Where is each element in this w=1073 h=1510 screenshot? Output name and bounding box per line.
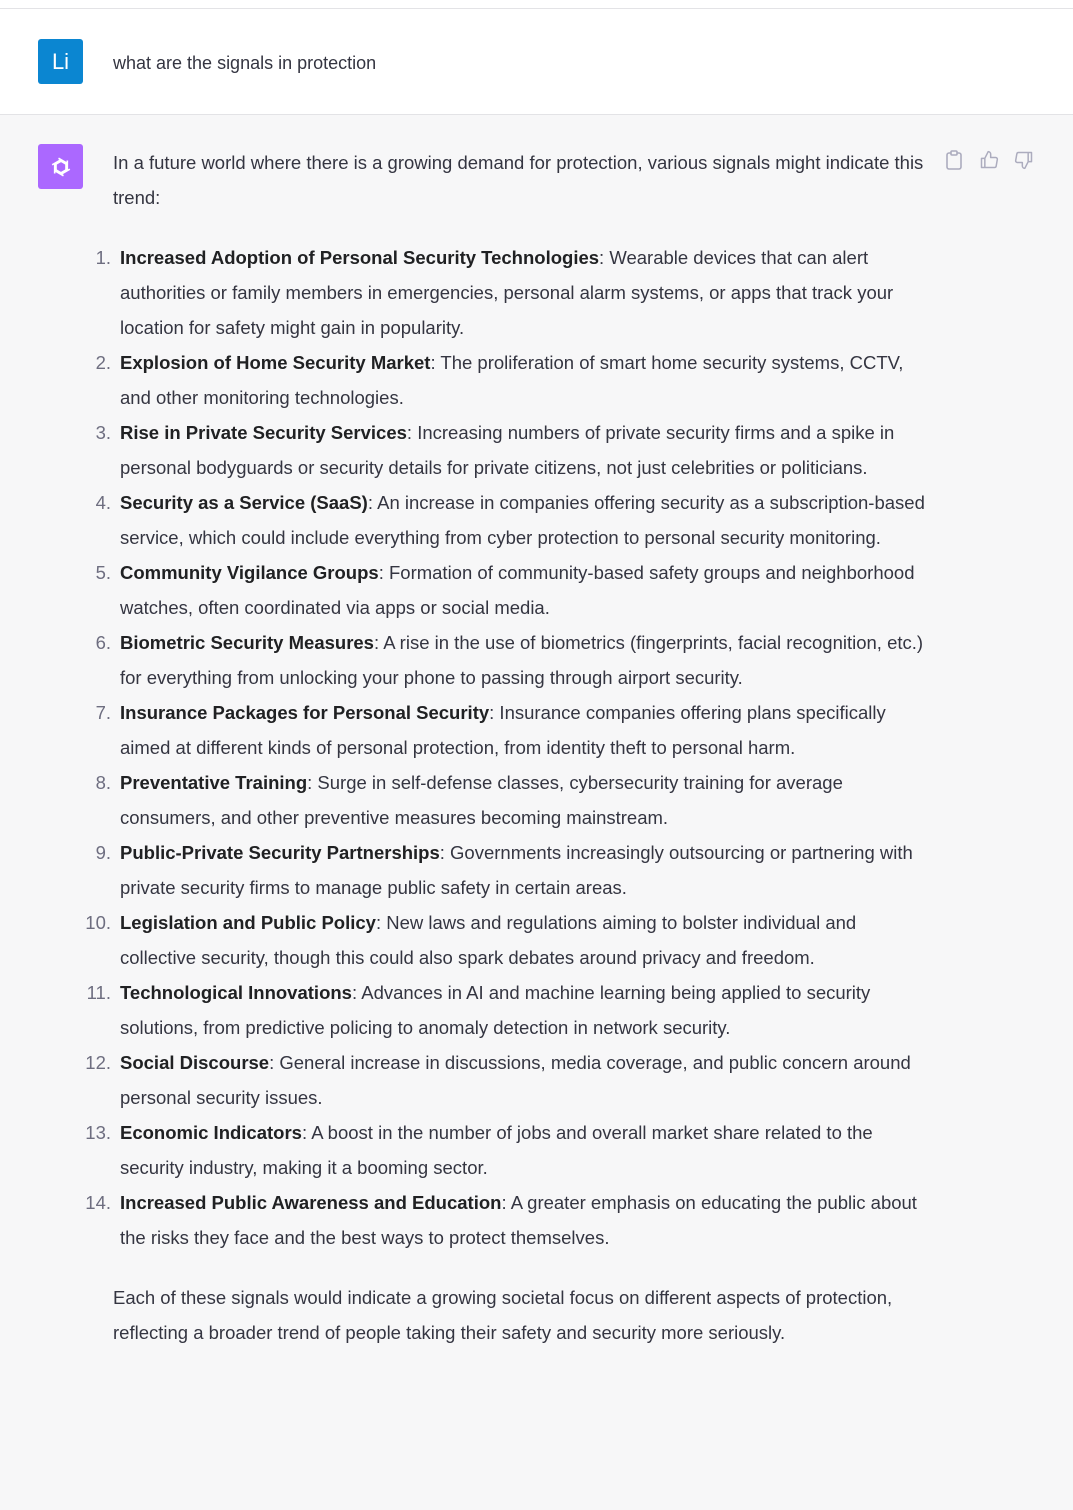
outro-paragraph: Each of these signals would indicate a growing societal focus on different aspects of protection, reflecting a broader trend of people taking their safety and security more seriously. (113, 1287, 893, 1343)
list-item-title: Technological Innovations (120, 982, 352, 1003)
like-button[interactable] (978, 149, 1000, 171)
list-item-text: : Increasing numbers of private security firms and a spike in personal bodyguards or security details for private citizens, not just celebrities or politicians. (120, 422, 895, 478)
list-item-text: : Formation of community-based safety groups and neighborhood watches, often coordinated via apps or social media. (120, 562, 915, 618)
assistant-message-content (85, 145, 928, 1350)
list-item (95, 415, 928, 485)
list-item-title: Public-Private Security Partnerships (120, 842, 440, 863)
message-actions (943, 149, 1035, 171)
list-item-number: 13. (85, 1122, 111, 1143)
list-item (85, 1115, 928, 1185)
user-avatar: Li (38, 39, 83, 84)
list-item (95, 835, 928, 905)
list-item (85, 905, 928, 975)
list-item-number: 4. (95, 492, 111, 513)
list-item-text: : General increase in discussions, media coverage, and public concern around personal security issues. (120, 1052, 911, 1108)
list-item (95, 240, 928, 345)
list-item (95, 345, 928, 415)
top-divider (0, 0, 1073, 9)
list-item-text: : Wearable devices that can alert authorities or family members in emergencies, personal alarm systems, or apps that track your location for safety might gain in popularity. (120, 247, 894, 338)
list-item (85, 1185, 928, 1255)
list-item-number: 10. (85, 912, 111, 933)
list-item-title: Insurance Packages for Personal Security (120, 702, 490, 723)
list-item-title: Community Vigilance Groups (120, 562, 379, 583)
list-item-text: : New laws and regulations aiming to bolster individual and collective security, though this could also spark debates around privacy and freedom. (120, 912, 857, 968)
list-item-number: 3. (95, 422, 111, 443)
dislike-button[interactable] (1013, 149, 1035, 171)
list-item-title: Increased Adoption of Personal Security Technologies (120, 247, 600, 268)
clipboard-icon (945, 150, 963, 170)
list-item (95, 555, 928, 625)
copy-button[interactable] (943, 149, 965, 171)
list-item-text: : Governments increasingly outsourcing or partnering with private security firms to manage public safety in certain areas. (120, 842, 913, 898)
list-item-title: Economic Indicators (120, 1122, 302, 1143)
list-item (95, 625, 928, 695)
list-item (86, 975, 928, 1045)
user-message-text: what are the signals in protection (113, 53, 377, 73)
list-item-number: 9. (95, 842, 111, 863)
user-message-row (0, 9, 1073, 115)
list-item-text: : A rise in the use of biometrics (fingerprints, facial recognition, etc.) for everything from unlocking your phone to passing through airport security. (120, 632, 924, 688)
list-item (85, 1045, 928, 1115)
list-item-title: Preventative Training (120, 772, 308, 793)
list-item-text: : Insurance companies offering plans specifically aimed at different kinds of personal protection, from identity theft to personal harm. (120, 702, 886, 758)
list-item-number: 12. (85, 1052, 111, 1073)
list-item-number: 11. (86, 982, 111, 1003)
list-item-title: Social Discourse (120, 1052, 270, 1073)
list-item-title: Legislation and Public Policy (120, 912, 376, 933)
list-item (95, 485, 928, 555)
list-item (95, 765, 928, 835)
list-item-number: 6. (95, 632, 111, 653)
thumbs-down-icon (1014, 150, 1034, 170)
thumbs-up-icon (979, 150, 999, 170)
list-item-number: 5. (95, 562, 111, 583)
list-item-text: : The proliferation of smart home security systems, CCTV, and other monitoring technologies. (120, 352, 904, 408)
list-item-title: Increased Public Awareness and Education (120, 1192, 502, 1213)
signals-list (85, 240, 928, 1255)
assistant-message-row (0, 115, 1073, 1510)
list-item-title: Security as a Service (SaaS) (120, 492, 368, 513)
openai-logo-icon (46, 152, 76, 182)
list-item-number: 2. (95, 352, 111, 373)
list-item-text: : An increase in companies offering security as a subscription-based service, which could include everything from cyber protection to personal security monitoring. (120, 492, 925, 548)
list-item-number: 1. (95, 247, 111, 268)
assistant-avatar (38, 144, 83, 189)
list-item-text: : A boost in the number of jobs and overall market share related to the security industry, making it a booming sector. (120, 1122, 873, 1178)
intro-paragraph: In a future world where there is a growing demand for protection, various signals might indicate this trend: (113, 152, 924, 208)
list-item-title: Explosion of Home Security Market (120, 352, 431, 373)
list-item (95, 695, 928, 765)
list-item-number: 14. (85, 1192, 111, 1213)
list-item-text: : Surge in self-defense classes, cybersecurity training for average consumers, and other preventive measures becoming mainstream. (120, 772, 843, 828)
list-item-title: Biometric Security Measures (120, 632, 374, 653)
list-item-title: Rise in Private Security Services (120, 422, 407, 443)
list-item-number: 8. (95, 772, 111, 793)
list-item-text: : A greater emphasis on educating the public about the risks they face and the best ways to protect themselves. (120, 1192, 917, 1248)
list-item-number: 7. (95, 702, 111, 723)
list-item-text: : Advances in AI and machine learning being applied to security solutions, from predictive policing to anomaly detection in network security. (120, 982, 871, 1038)
